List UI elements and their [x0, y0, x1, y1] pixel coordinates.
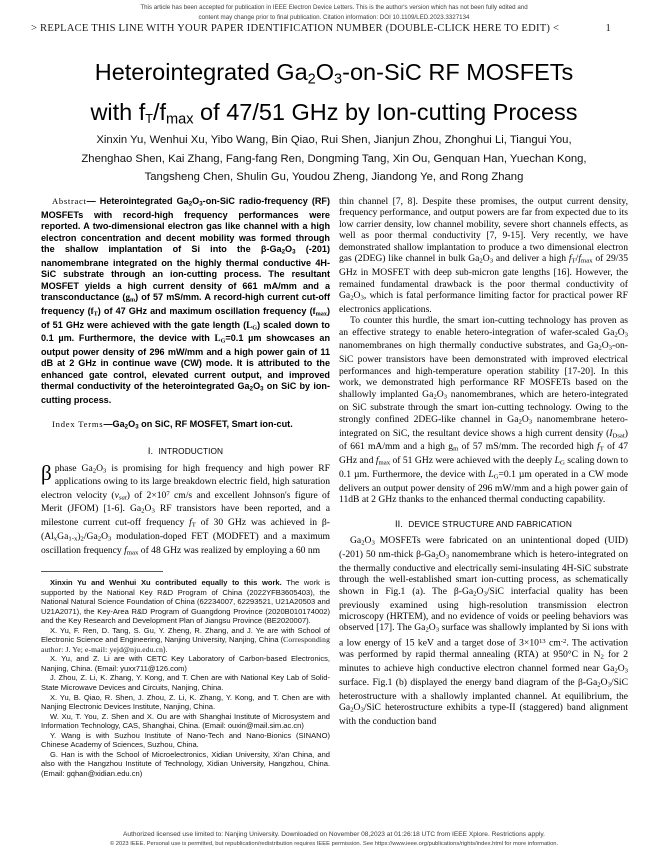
index-terms-lead: Index Terms	[52, 419, 104, 430]
footnote-affiliation-2: X. Yu, and Z. Li are with CETC Key Laboratory of Carbon-based Electronics, Nanjing, China. (Email: yuxx711@126.com)	[41, 654, 330, 673]
licence-line-2: © 2023 IEEE. Personal use is permitted, but republication/redistribution requires IEEE permission. See https://www.ieee.org/publications/rights/index.html for more information.	[109, 841, 559, 847]
footnote-contribution-bold: Xinxin Yu and Wenhui Xu contributed equally to this work.	[50, 578, 282, 587]
right-paragraph-1: thin channel [7, 8]. Despite these promises, the output current density, frequency performance, and output powers are far from expected due to its low carrier density, low channel mobility, severe short channels effects, as well as poor thermal conductivity [7, 9-15]. Very recently, we have demonstrated shallow implantation to produce a two dimensional electron gas (2DEG) like channel in bulk $Ga_2O_3$ and deliver a high $f_T/f_{max}$ of 29/35 GHz in MOSFET with deep sub-micron gate lengths [16]. However, the remained fundamental drawback is the poor thermal conductivity of $Ga_2O_3$, which is fatal performance limiting factor for practical power RF electronics applications.	[339, 196, 628, 315]
author-line-2: Zhenghao Shen, Kai Zhang, Fang-fang Ren, Dongming Tang, Xin Ou, Genquan Han, Yuechan Kong,	[81, 152, 587, 165]
footnote-rule	[41, 571, 163, 572]
footnote-block	[41, 578, 330, 778]
title-sub-2: 2	[307, 71, 316, 88]
right-paragraph-3: $Ga_2O_3$ MOSFETs were fabricated on an unintentional doped (UID) (-201) 50 nm-thick $\beta-Ga_2O_3$ nanomembrane which is hetero-integrated on the thermally conductive and electrically semi-insulating 4H-SiC substrate through the well-established smart ion-cutting process, as schematically shown in Fig.1 (a). The $\beta-Ga_2O_3$/SiC interfacial quality has been previously examined using high-resolution transmission electron microscopy (HRTEM), and no evidence of voids or peeling behaviors was observed [17]. The $Ga_2O_3$ surface was shallowly implanted by Si ions with a low energy of 15 keV and a target dose of $3\times 10^{13}$ $cm^{-2}$. The activation was performed by rapid thermal annealing (RTA) at 950°C in $N_2$ for 2 minutes to achieve high conductive electron channel formed near $Ga_2O_3$ surface. Fig.1 (b) displayed the energy band diagram of the $\beta-Ga_2O_3$/SiC heterostructure with a shallowly implanted channel. At equilibrium, the $Ga_2O_3$/SiC heterostructure exhibits a type-II (staggered) band alignment with the conduction band	[339, 535, 629, 727]
footnote-contribution-rest: The work is supported by the National Key R&D Program of China (2022YFB3605403), the National Natural Science Foundation of China (62234007, 62293521, U21A20503 and U21A2071), the Key-Area R&D Program of Guangdong Province (2020B010174002) and the Key Research and Development Plan of Jiangsu Province (BE2020007).	[41, 578, 330, 626]
licence-line-1: Authorized licensed use limited to: Nanjing University. Downloaded on November 08,2023 at 01:26:18 UTC from IEEE Xplore. Restrictions apply.	[123, 831, 545, 838]
banner-line-1: This article has been accepted for publication in IEEE Electron Device Letters. This is the author's version which has not been fully edited and	[140, 4, 528, 11]
section-heading-introduction	[41, 446, 330, 457]
title-ft	[145, 103, 153, 125]
section-number-2: II.	[395, 518, 403, 529]
drop-cap-beta: β	[41, 460, 52, 485]
index-terms-text: $—Ga_2O_3$ on SiC, RF MOSFET, Smart ion-cut.	[103, 419, 293, 431]
footnote-contribution	[41, 578, 330, 626]
abstract	[41, 196, 330, 406]
footnote-affiliation-1	[41, 626, 330, 655]
title-line-1-a: Heterointegrated Ga	[94, 59, 308, 85]
title-line-1	[34, 56, 634, 96]
author-line-3: Tangsheng Chen, Shulin Gu, Youdou Zheng, Jiandong Ye, and Rong Zhang	[144, 171, 524, 183]
title-sub-max: max	[166, 111, 194, 128]
section-title-1: INTRODUCTION	[158, 446, 224, 457]
footnote-affiliation-3: J. Zhou, Z. Li, K. Zhang, Y. Kong, and T. Chen are with National Key Lab of Solid-State Microwave Devices and Circuits, Nanjing, China.	[41, 673, 330, 693]
footnote-affiliation-6: Y. Wang is with Suzhou Institute of Nano-Tech and Nano-Bionics (SINANO) Chinese Academy of Sciences, Suzhou, China.	[41, 730, 330, 750]
footnote-affiliation-5: W. Xu, T. You, Z. Shen and X. Ou are with Shanghai Institute of Microsystem and Information Technology, CAS, Shanghai, China. (Email: ouxin@mail.sim.ac.cn)	[41, 711, 330, 731]
footnote-affiliation-4: X. Yu, B. Qiao, R. Shen, J. Zhou, Z. Li, K. Zhang, Y. Kong, and T. Chen are with Nanjing Electronic Devices Institute, Nanjing, China.	[41, 692, 330, 712]
abstract-lead: Abstract	[52, 196, 87, 206]
left-column	[41, 196, 330, 559]
section-number-1: I.	[147, 446, 154, 457]
title-line-1-b: O	[315, 59, 335, 85]
section-heading-device	[339, 519, 628, 530]
author-list	[46, 131, 622, 187]
right-column	[339, 196, 628, 727]
title-line-1-c: -on-SiC RF MOSFETs	[342, 59, 574, 85]
page-number: 1	[605, 23, 611, 34]
abstract-text: — Heterointegrated $Ga_2O_3-on$-SiC radio-frequency (RF) MOSFETs with record-high frequency performances were reported. A two-dimensional electron gas like channel with a high electron concentration and decent mobility was formed through the shallow implantation of Si into the $\beta-Ga_2O_3$ (-201) nanomembrane integrated on the highly thermal conductive 4H-SiC substrate through an ion-cutting process. The resultant MOSFET yields a high current density of 661 mA/mm and a transconductance $(g_m)$ of 57 mS/mm. A record-high current cut-off frequency $(f_T)$ of 47 GHz and maximum oscillation frequency $(f_{max})$ of 51 GHz were achieved with the gate length $(L_G)$ scaled down to 0.1 µm. Furthermore, the device with $L_G=0.1$ µm showcases an output power density of 296 mW/mm and a high power gain of 11 dB at 2 GHz in continue wave (CW) mode. It is attributed to the enhanced gate control, elevated current output, and improved thermal conductivity of the heterointegrated $Ga_2O_3$ on SiC by ion-cutting process.	[41, 196, 331, 406]
title-line-2	[34, 96, 634, 136]
footnote-corresponding-author: Corresponding author: J. Ye; e-mail: yejd@nju.edu.cn	[41, 635, 330, 654]
author-line-1: Xinxin Yu, Wenhui Xu, Yibo Wang, Bin Qiao, Rui Shen, Jianjun Zhou, Zhonghui Li, Tiangui You,	[96, 134, 572, 146]
index-terms	[41, 419, 330, 433]
title-line-2-c: of 47/51 GHz by Ion-cutting Process	[193, 98, 578, 125]
section-title-2: DEVICE STRUCTURE AND FABRICATION	[408, 518, 572, 529]
ieee-acceptance-banner	[0, 3, 668, 23]
intro-paragraph	[41, 460, 330, 559]
footnote-affiliation-7: G. Han is with the School of Microelectronics, Xidian University, Xi'an China, and also with the Hangzhou Institute of Technology, Xidian University, Hangzhou, China. (Email: gqhan@xidian.edu.cn)	[41, 749, 330, 778]
title-sub-T: T	[145, 111, 153, 126]
right-paragraph-2: To counter this hurdle, the smart ion-cutting technology has proven as an effective strategy to enable hetero-integration of wafer-scaled $Ga_2O_3$ nanomembranes on high thermally conductive substrates, and $Ga_2O_3-on$-SiC power transistors have been demonstrated with improved electrical performances and high-temperature operation stability [17-20]. In this work, we demonstrated high performance RF MOSFETs based on the shallowly implanted $Ga_2O_3$ nanomembranes, which are hetero-integrated on SiC substrate through the smart ion-cutting technology. Owing to the strongly confined 2DEG-like channel in $Ga_2O_3$ nanomembrane hetero-integrated on SiC, the resultant device shows a high current density $(I_{Dsat})$ of 661 mA/mm and a high $g_m$ of 57 mS/mm. The recorded high $f_T$ of 47 GHz and $f_{max}$ of 51 GHz were achieved with the deeply $L_G$ scaling down to 0.1 µm. Furthermore, the device with $L_G=0.1$ µm operated in a CW mode delivers an output power density of 296 mW/mm and a high power gain of 11dB at 2 GHz thanks to the enhanced thermal conducting capability.	[339, 315, 629, 506]
running-head-text: > REPLACE THIS LINE WITH YOUR PAPER IDENTIFICATION NUMBER (DOUBLE-CLICK HERE TO EDIT) <	[31, 23, 560, 34]
title-sub-3: 3	[334, 71, 343, 88]
running-head	[31, 23, 637, 34]
title-line-2-b: /f	[152, 98, 167, 125]
licence-footer	[0, 830, 668, 849]
banner-line-2: content may change prior to final publication. Citation information: DOI 10.1109/LED.2023.3327134	[198, 14, 470, 21]
title-line-2-a: with f	[90, 98, 146, 125]
footnote-aff1-b: ).	[163, 644, 168, 654]
footnote-aff1-a: X. Yu, F. Ren, D. Tang, S. Gu, Y. Zheng, R. Zhang, and J. Ye are with School of Electronic Science and Engineering, Nanjing University, Nanjing, China (	[41, 625, 330, 645]
page-title	[34, 56, 634, 135]
intro-text: phase $Ga_2O_3$ is promising for high frequency and high power RF applications owing to its large breakdown electric field, high saturation electron velocity $(v_{sat})$ of $2\times 10^7$ cm/s and excellent Johnson's figure of Merit (JFOM) [1-6]. $Ga_2O_3$ RF transistors have been reported, and a milestone current cut-off frequency $f_T$ of 30 GHz was achieved in $\beta-(Al_xGa_{1-x})_2/Ga_2O_3$ modulation-doped FET (MODFET) and a maximum oscillation frequency $f_{max}$ of 48 GHz was realized by employing a 60 nm	[41, 462, 330, 557]
